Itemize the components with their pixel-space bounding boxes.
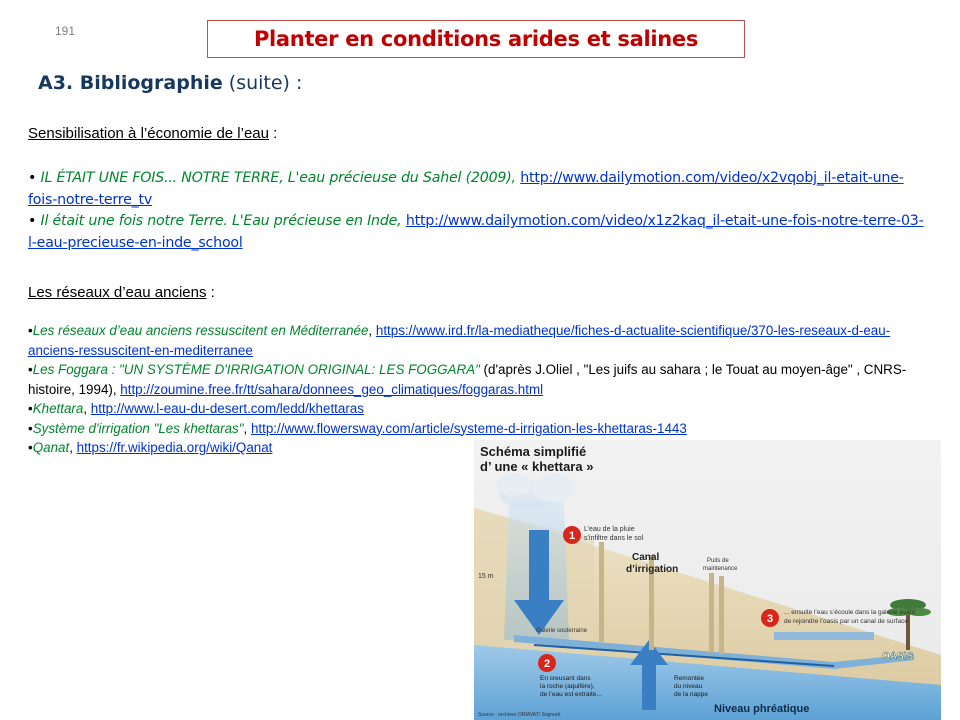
step2-text: En creusant dans (540, 675, 591, 682)
step1-text: s’infiltre dans le sol (584, 535, 644, 542)
item-link[interactable]: http://www.dailymotion.com/video/x2vqobj_il-etait-une-fois-notre-terre_tv (28, 170, 904, 208)
list-item: • Il était une fois notre Terre. L'Eau précieuse en Inde, http://www.dailymotion.com/video/x1z2kaq_il-etait-une-fois-notre-terre-03-l-eau-precieuse-en-inde_school (28, 213, 924, 251)
item-link[interactable]: https://fr.wikipedia.org/wiki/Qanat (76, 440, 273, 455)
khettara-diagram (474, 440, 941, 720)
shaft (599, 542, 604, 642)
canal-label: Canal (632, 552, 660, 563)
section-economie-eau (28, 125, 277, 142)
heading-rest: (suite) : (222, 72, 303, 94)
step1-number: 1 (568, 530, 576, 542)
remontee-text: de la nappe (674, 691, 708, 698)
canal-label: d’irrigation (626, 564, 679, 575)
surface-canal (774, 632, 874, 640)
section-suffix: : (206, 284, 215, 301)
section-reseaux-anciens (28, 284, 215, 301)
list-item: • IL ÉTAIT UNE FOIS... NOTRE TERRE, L'eau précieuse du Sahel (2009), http://www.dailymotion.com/video/x2vqobj_il-etait-une-fois-notre-terre_tv (28, 170, 904, 208)
item-sep: , (69, 440, 77, 455)
niveau-label: Niveau phréatique (714, 703, 810, 715)
depth-label: 15 m (478, 573, 494, 580)
step2-number: 2 (543, 658, 551, 670)
section-label: Sensibilisation à l’économie de l’eau (28, 125, 269, 142)
remontee-text: du niveau (674, 683, 703, 690)
item-plain: (d'après J.Oliel , "Les juifs au sahara ; le Touat au moyen-âge" , CNRS-histoire, 1994), (28, 362, 907, 397)
item-text: Qanat (32, 440, 70, 455)
list-item: •Les réseaux d’eau anciens ressuscitent en Méditerranée, https://www.ird.fr/la-mediatheque/fiches-d-actualite-scientifique/370-les-reseaux-d-eau-anciens-ressuscitent-en-mediterranee (28, 323, 891, 358)
list-reseaux-anciens (28, 321, 928, 458)
heading-bold: A3. Bibliographie (38, 72, 223, 94)
item-text: Les Foggara : "UN SYSTÈME D'IRRIGATION ORIGINAL: LES FOGGARA" (32, 362, 480, 377)
step2-text: la roche (aquifère), (540, 683, 595, 690)
list-item: •Khettara, http://www.l-eau-du-desert.com/ledd/khettaras (28, 401, 364, 416)
list-item: •Qanat, https://fr.wikipedia.org/wiki/Qanat (28, 440, 273, 455)
item-sep: , (83, 401, 91, 416)
section-heading (38, 72, 302, 94)
galerie-label: Galerie souterraine (536, 628, 588, 634)
title-box (207, 20, 745, 58)
shaft (709, 573, 714, 653)
diagram-title-line2: d’ une « khettara » (480, 459, 594, 474)
item-text: Il était une fois notre Terre. L'Eau précieuse en Inde, (40, 213, 406, 229)
item-link[interactable]: http://zoumine.free.fr/tt/sahara/donnees_geo_climatiques/foggaras.html (120, 381, 544, 397)
step3-number: 3 (766, 613, 774, 625)
step3-text: ... ensuite l’eau s’écoule dans la galerie avant (784, 609, 916, 616)
remontee-text: Remontée (674, 675, 704, 682)
diagram-title-line1: Schéma simplifié (480, 444, 587, 459)
step1-text: L’eau de la pluie (584, 526, 635, 533)
item-link[interactable]: http://www.flowersway.com/article/systeme-d-irrigation-les-khettaras-1443 (250, 420, 687, 436)
page-title: Planter en conditions arides et salines (253, 27, 699, 51)
item-sep: , (243, 420, 251, 436)
item-text: IL ÉTAIT UNE FOIS... NOTRE TERRE, L'eau précieuse du Sahel (2009), (40, 170, 521, 186)
shaft (719, 576, 724, 654)
item-text: Système d'irrigation "Les khettaras" (32, 420, 244, 436)
page-number: 191 (55, 24, 76, 38)
oasis-label: OASIS (882, 651, 914, 662)
item-link[interactable]: https://www.ird.fr/la-mediatheque/fiches-d-actualite-scientifique/370-les-reseaux-d-eau-anciens-ressuscitent-en-mediterranee (28, 323, 891, 358)
item-text: Khettara (32, 401, 84, 416)
puits-label: maintenance (703, 566, 738, 572)
step2-text: de l’eau est extraite... (540, 691, 602, 698)
item-link[interactable]: http://www.dailymotion.com/video/x1z2kaq_il-etait-une-fois-notre-terre-03-l-eau-precieuse-en-inde_school (28, 213, 924, 251)
list-item: •Système d'irrigation "Les khettaras", http://www.flowersway.com/article/systeme-d-irrigation-les-khettaras-1443 (28, 420, 687, 436)
item-text: Les réseaux d’eau anciens ressuscitent en Méditerranée (32, 323, 369, 338)
list-item: •Les Foggara : "UN SYSTÈME D'IRRIGATION ORIGINAL: LES FOGGARA" (d'après J.Oliel , "Les juifs au sahara ; le Touat au moyen-âge" , CNRS-histoire, 1994), http://zoumine.free.fr/tt/sahara/donnees_geo_climatiques/foggaras.html (28, 362, 907, 397)
section-label: Les réseaux d’eau anciens (28, 284, 207, 301)
puits-label: Puits de (707, 558, 729, 564)
section-suffix: : (268, 125, 278, 142)
source-label: Source : archives ORMVAT/ Sogreah (478, 712, 561, 718)
step3-text: de rejoindre l’oasis par un canal de surface (784, 618, 908, 625)
item-link[interactable]: http://www.l-eau-du-desert.com/ledd/khettaras (90, 401, 364, 416)
list-economie-eau (28, 167, 928, 254)
item-sep: , (368, 323, 376, 338)
